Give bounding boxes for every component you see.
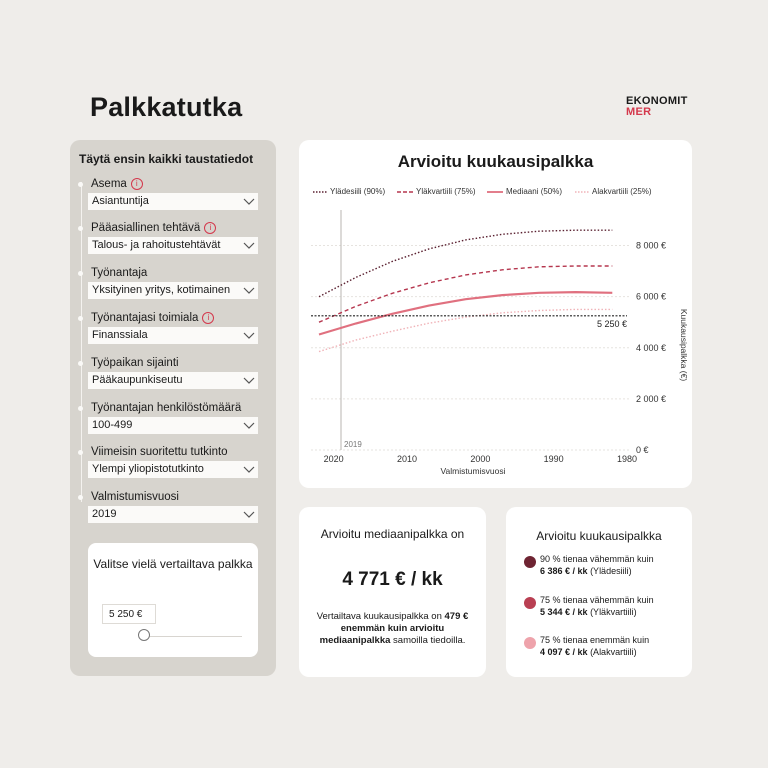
select-value: Finanssiala [92,329,148,341]
series-line-alakvartiili [319,309,612,351]
tutkinto-select[interactable] [88,461,258,478]
legend-swatch [313,190,327,194]
sijainti-select[interactable] [88,372,258,389]
chevron-down-icon [243,193,255,210]
y-tick-label: 4 000 € [636,342,667,353]
legend-item-p50 [487,187,562,196]
info-icon[interactable]: i [202,312,214,324]
graduation-year-label: 2019 [344,440,362,449]
series-line-mediaani [319,292,612,334]
quantile-dot [524,597,536,609]
step-dot [78,226,83,231]
median-value: 4 771 € / kk [342,569,443,590]
field-label: Valmistumisvuosi [91,491,179,503]
quantile-text: 90 % tienaa vähemmän kuin [540,554,654,564]
logo-line1: EKONOMIT [626,95,688,107]
quantile-dot [524,637,536,649]
quantile-dot [524,556,536,568]
logo [626,96,688,118]
legend-item-p75 [397,187,476,196]
y-tick-label: 8 000 € [636,240,667,251]
chevron-down-icon [243,461,255,478]
select-value: Pääkaupunkiseutu [92,374,183,386]
median-desc-text: Vertailtava kuukausipalkka on [316,611,442,622]
compare-salary-box [88,543,258,657]
y-tick-label: 0 € [636,445,649,455]
quantile-text: 75 % tienaa enemmän kuin [540,635,650,645]
series-line-yläkvartiili [319,266,612,322]
field-label: Työnantajan henkilöstömäärä [91,402,242,414]
median-title: Arvioitu mediaanipalkka on [320,527,465,541]
y-tick-label: 2 000 € [636,393,667,404]
compare-title: Valitse vielä vertailtava palkka [93,557,253,571]
y-tick-label: 6 000 € [636,291,667,302]
select-value: Asiantuntija [92,195,149,207]
field-label: Pääasiallinen tehtävä [91,222,201,234]
step-dot [78,361,83,366]
step-dot [78,271,83,276]
quantile-name: (Ylädesiili) [590,566,632,576]
x-tick-label: 2010 [396,454,418,464]
chevron-down-icon [243,282,255,299]
tehtava-select[interactable] [88,237,258,254]
chevron-down-icon [243,327,255,344]
valmistumisvuosi-select[interactable] [88,506,258,523]
x-tick-label: 2000 [470,454,491,464]
select-value: Talous- ja rahoitustehtävät [92,239,221,251]
legend-label: Ylädesiili (90%) [330,187,386,196]
legend-label: Mediaani (50%) [506,187,563,196]
salary-slider-thumb[interactable] [138,629,150,641]
panel-title: Täytä ensin kaikki taustatiedot [79,152,254,166]
field-label: Asema [91,178,127,190]
y-axis-label: Kuukausipalkka (€) [679,308,689,382]
legend-item-p25 [575,187,652,196]
step-dot [78,316,83,321]
quantile-value: 4 097 € / kk [540,647,588,657]
step-dot [78,406,83,411]
field-label: Viimeisin suoritettu tutkinto [91,446,228,458]
tyonantaja-select[interactable] [88,282,258,299]
step-dot [78,450,83,455]
field-label: Työpaikan sijainti [91,357,179,369]
legend-swatch [397,190,413,194]
legend-swatch [487,190,503,194]
page-title: Palkkatutka [90,92,243,122]
select-value: 2019 [92,508,117,520]
median-description [311,611,474,647]
legend-item-p90 [313,187,385,196]
quantiles-title: Arvioitu kuukausipalkka [536,529,662,543]
chevron-down-icon [243,506,255,523]
quantiles-card [506,507,692,677]
compare-salary-input[interactable]: 5 250 € [102,604,156,624]
chevron-down-icon [243,237,255,254]
salary-chart-card [299,140,692,488]
select-value: Ylempi yliopistotutkinto [92,463,204,475]
salary-slider-track[interactable] [142,636,242,637]
toimiala-select[interactable] [88,327,258,344]
quantile-text: 75 % tienaa vähemmän kuin [540,595,654,605]
chevron-down-icon [243,417,255,434]
legend-label: Alakvartiili (25%) [592,187,652,196]
legend-swatch [575,190,589,194]
select-value: Yksityinen yritys, kotimainen [92,284,231,296]
info-icon[interactable]: i [131,178,143,190]
median-desc-difference: 479 € enemmän kuin arvioitu mediaanipalkka [319,611,469,646]
quantile-value: 5 344 € / kk [540,607,588,617]
reference-salary-label: 5 250 € [596,318,627,329]
x-tick-label: 1990 [543,454,564,464]
legend-label: Yläkvartiili (75%) [416,187,476,196]
chevron-down-icon [243,372,255,389]
series-line-ylädesiili [319,230,612,297]
step-dot [78,495,83,500]
x-tick-label: 2020 [323,454,344,464]
median-desc-text2: samoilla tiedoilla. [393,635,466,646]
quantile-name: (Yläkvartiili) [590,607,637,617]
x-axis-label: Valmistumisvuosi [440,466,506,476]
quantile-name: (Alakvartiili) [590,647,637,657]
step-dot [78,182,83,187]
quantile-value: 6 386 € / kk [540,566,588,576]
henkilostomaara-select[interactable] [88,417,258,434]
field-label: Työnantaja [91,267,148,279]
chart-title: Arvioitu kuukausipalkka [397,152,594,171]
info-icon[interactable]: i [204,222,216,234]
asema-select[interactable] [88,193,258,210]
logo-line2: MER [626,106,652,118]
field-label: Työnantajasi toimiala [91,312,199,324]
select-value: 100-499 [92,419,133,431]
x-tick-label: 1980 [616,454,638,464]
median-salary-card [299,507,486,677]
